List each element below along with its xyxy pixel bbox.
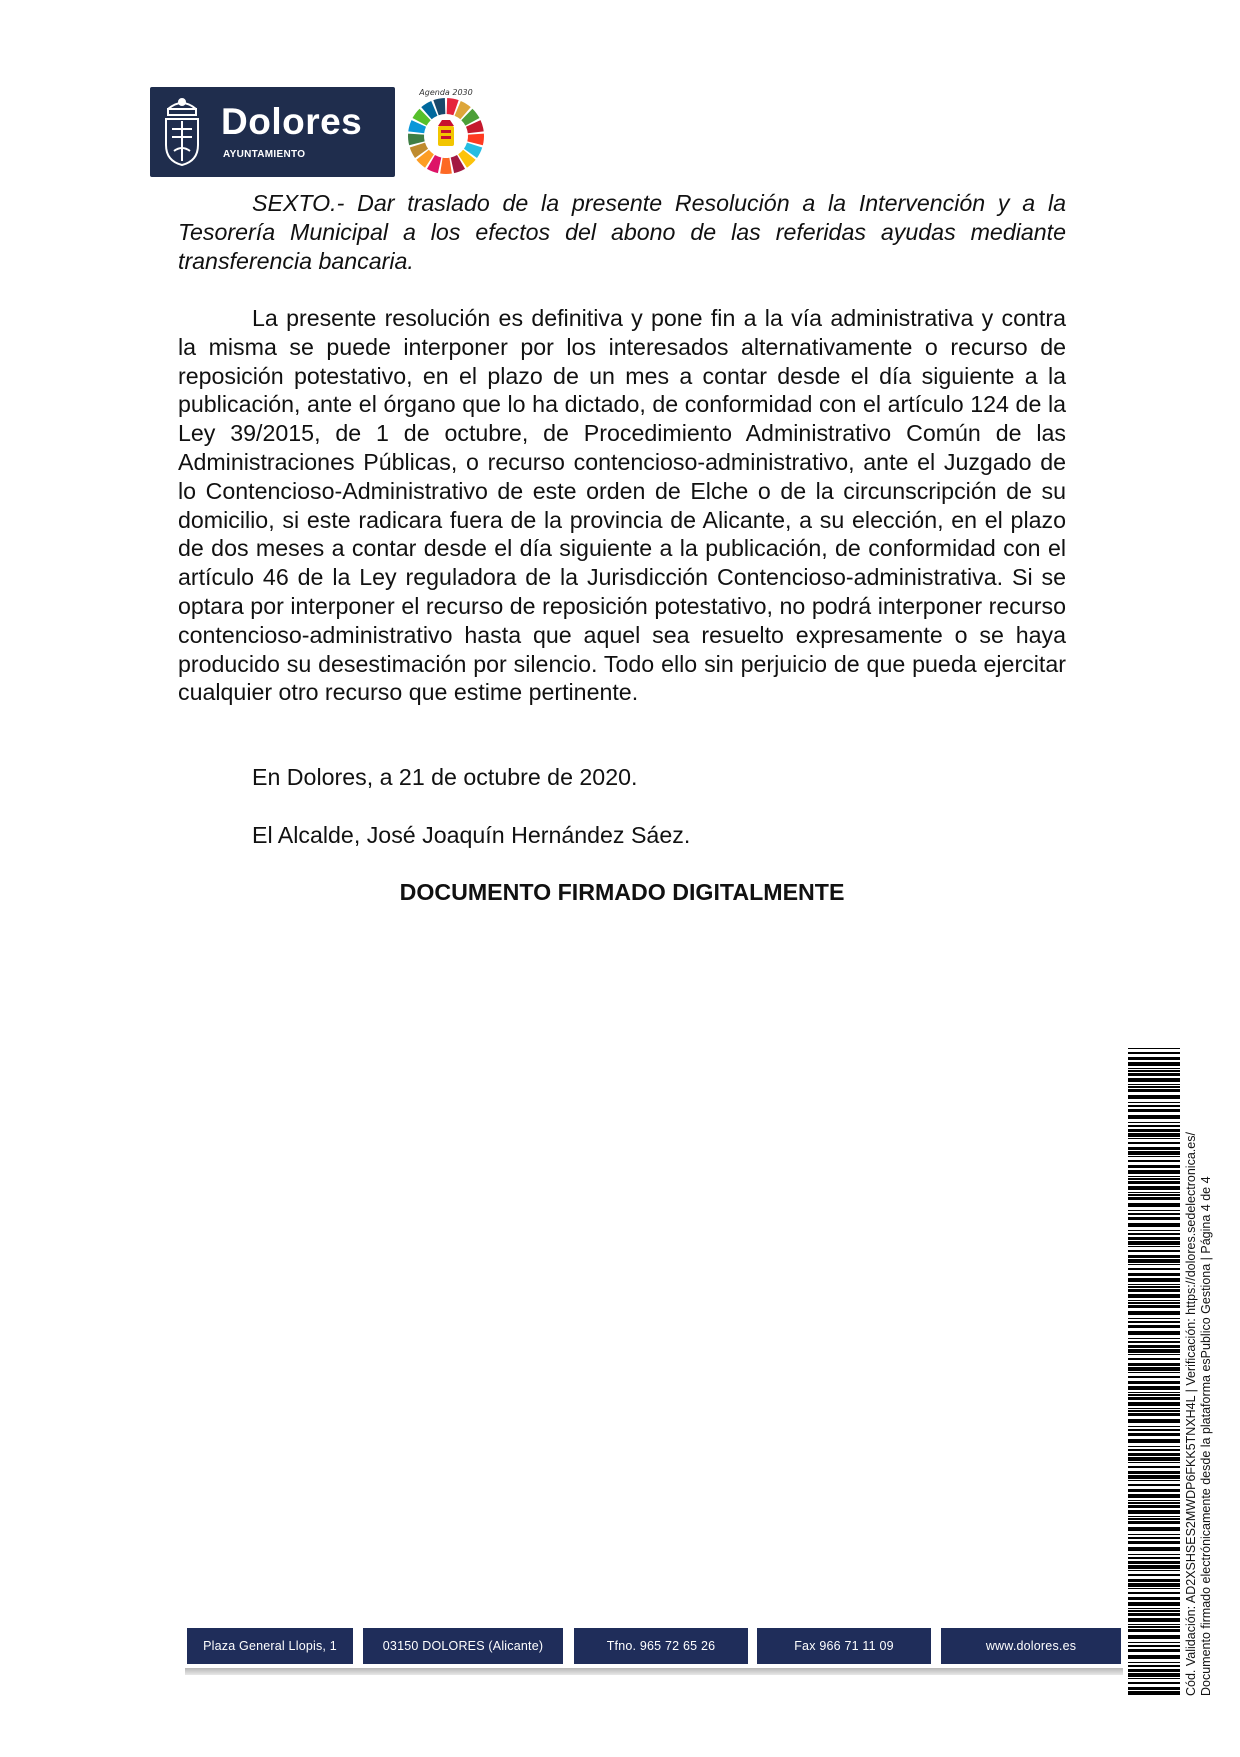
barcode-bar [1128,1574,1180,1576]
barcode-bar [1128,1602,1180,1606]
barcode-bar [1128,1341,1180,1343]
barcode-bar [1128,1618,1180,1622]
barcode-bar [1128,1494,1180,1498]
barcode-bar [1128,1480,1180,1481]
barcode-bar [1128,1138,1180,1139]
barcode-bar [1128,1203,1180,1207]
barcode-bar [1128,1678,1180,1679]
barcode-bar [1128,1089,1180,1092]
barcode-bar [1128,1642,1180,1643]
footer-phone: Tfno. 965 72 65 26 [574,1628,748,1664]
barcode-bar [1128,1305,1180,1308]
barcode-bar [1128,1489,1180,1492]
barcode-bar [1128,1147,1180,1150]
footer-bar [187,1628,1121,1664]
barcode-bar [1128,1518,1180,1520]
barcode-bar [1128,1176,1180,1177]
footer-address: Plaza General Llopis, 1 [187,1628,353,1664]
barcode-bar [1128,1192,1180,1193]
verification-barcode [1128,1048,1180,1696]
paragraph-fecha: En Dolores, a 21 de octubre de 2020. [252,764,638,790]
barcode-bar [1128,1363,1180,1366]
barcode-bar [1128,1294,1180,1298]
barcode-bar [1128,1223,1180,1227]
barcode-bar [1128,1170,1180,1174]
barcode-bar [1128,1181,1180,1184]
barcode-bar [1128,1070,1180,1072]
barcode-bar [1128,1687,1180,1690]
barcode-bar [1128,1311,1180,1315]
barcode-bar [1128,1331,1180,1335]
barcode-bar [1128,1237,1180,1240]
barcode-bar [1128,1502,1180,1504]
barcode-bar [1128,1268,1180,1270]
barcode-bar [1128,1561,1180,1564]
barcode-bar [1128,1592,1180,1594]
barcode-bar [1128,1068,1180,1069]
barcode-bar [1128,1358,1180,1360]
barcode-bar [1128,1408,1180,1409]
barcode-bar [1128,1367,1180,1371]
barcode-bar [1128,1624,1180,1625]
barcode-bar [1128,1466,1180,1468]
barcode-bar [1128,1133,1180,1137]
barcode-bar [1128,1178,1180,1180]
barcode-bar [1128,1462,1180,1463]
barcode-bar [1128,1318,1180,1319]
barcode-bar [1128,1386,1180,1390]
barcode-bar [1128,1264,1180,1265]
barcode-bar [1128,1278,1180,1282]
barcode-bar [1128,1194,1180,1196]
barcode-bar [1128,1510,1180,1514]
barcode-bar [1128,1241,1180,1245]
barcode-bar [1128,1233,1180,1235]
barcode-bar [1128,1629,1180,1632]
barcode-bar [1128,1505,1180,1508]
barcode-bar [1128,1115,1180,1119]
barcode-bar [1128,1419,1180,1423]
barcode-bar [1128,1516,1180,1517]
barcode-bar [1128,1669,1180,1672]
barcode-bar [1128,1597,1180,1600]
barcode-bar [1128,1073,1180,1076]
barcode-bar [1128,1156,1180,1157]
barcode-bar [1128,1354,1180,1355]
barcode-bar [1128,1557,1180,1559]
sdg-segment [467,134,484,146]
barcode-bar [1128,1109,1180,1112]
barcode-bar [1128,1273,1180,1276]
barcode-bar [1128,1338,1180,1339]
barcode-bar [1128,1325,1180,1328]
barcode-bar [1128,1246,1180,1247]
barcode-bar [1128,1579,1180,1582]
barcode-bar [1128,1284,1180,1285]
barcode-bar [1128,1484,1180,1486]
barcode-bar [1128,1142,1180,1144]
coat-of-arms-icon [160,95,204,169]
barcode-bar [1128,1321,1180,1323]
barcode-bar [1128,1402,1180,1406]
barcode-bar [1128,1673,1180,1677]
barcode-bar [1128,1610,1180,1612]
barcode-bar [1128,1345,1180,1348]
barcode-bar [1128,1453,1180,1456]
barcode-bar [1128,1230,1180,1231]
verification-line-1: Cód. Validación: AD2XSHSES2MWDP6FKK5TNXH4L | Verificación: https://dolores.sedelectronica.es/ [1184,1132,1198,1696]
barcode-bar [1128,1300,1180,1301]
verification-stamp [1184,1046,1214,1696]
barcode-bar [1128,1197,1180,1200]
barcode-bar [1128,1289,1180,1292]
dolores-logo [150,87,395,177]
footer-shadow [185,1668,1123,1675]
barcode-bar [1128,1426,1180,1427]
barcode-bar [1128,1446,1180,1447]
barcode-bar [1128,1052,1180,1054]
barcode-bar [1128,1165,1180,1168]
barcode-bar [1128,1255,1180,1258]
barcode-bar [1128,1554,1180,1555]
barcode-bar [1128,1541,1180,1544]
barcode-bar [1128,1410,1180,1412]
barcode-bar [1128,1372,1180,1373]
barcode-bar [1128,1665,1180,1667]
logo-subtitle: AYUNTAMIENTO [223,149,306,160]
barcode-bar [1128,1057,1180,1060]
barcode-bar [1128,1565,1180,1569]
barcode-bar [1128,1500,1180,1501]
barcode-bar [1128,1048,1180,1049]
barcode-bar [1128,1645,1180,1647]
footer-postal: 03150 DOLORES (Alicante) [363,1628,563,1664]
paragraph-recurso: La presente resolución es definitiva y pone fin a la vía administrativa y contra la misma se puede interponer por los interesados alternativamente o recurso de reposición potestativo, en el plazo de un mes a contar desde el día siguiente a la publicación, ante el órgano que lo ha dictado, de conformidad con el artículo 124 de la Ley 39/2015, de 1 de octubre, de Procedimiento Administrativo Común de las Administraciones Públicas, o recurso contencioso-administrativo, ante el Juzgado de lo Contencioso-Administrativo de este orden de Elche o de la circunscripción de su domicilio, si este radicara fuera de la provincia de Alicante, a su elección, en el plazo de dos meses a contar desde el día siguiente a la publicación, de conformidad con el artículo 46 de la Ley reguladora de la Jurisdicción Contencioso-administrativa. Si se optara por interponer el recurso de reposición potestativo, no podrá interponer recurso contencioso-administrativo hasta que aquel sea resuelto expresamente o se haya producido su desestimación por silencio. Todo ello sin perjuicio de que pueda ejercitar cualquier otro recurso que estime pertinente. [178,305,1066,706]
barcode-bar [1128,1583,1180,1587]
barcode-bar [1128,1608,1180,1609]
barcode-bar [1128,1626,1180,1628]
barcode-bar [1128,1086,1180,1088]
barcode-bar [1128,1078,1180,1082]
barcode-bar [1128,1160,1180,1162]
sdg-segment [440,158,452,174]
sdg-segment [408,134,425,146]
barcode-bar [1128,1376,1180,1378]
barcode-bar [1128,1449,1180,1451]
paragraph-alcalde: El Alcalde, José Joaquín Hernández Sáez. [252,822,691,848]
barcode-bar [1128,1186,1180,1190]
barcode-bar [1128,1084,1180,1085]
barcode-bar [1128,1397,1180,1400]
agenda-label: Agenda 2030 [419,88,473,97]
barcode-bar [1128,1433,1180,1436]
barcode-bar [1128,1537,1180,1539]
barcode-bar [1128,1349,1180,1353]
barcode-bar [1128,1662,1180,1663]
barcode-bar [1128,1286,1180,1288]
barcode-bar [1128,1691,1180,1695]
barcode-bar [1128,1547,1180,1551]
barcode-bar [1128,1655,1180,1659]
barcode-bar [1128,1475,1180,1479]
verification-line-2: Documento firmado electrónicamente desde la plataforma esPublico Gestiona | Página 4 de 4 [1199,1176,1213,1696]
barcode-bar [1128,1302,1180,1304]
barcode-bar [1128,1122,1180,1123]
footer-web: www.dolores.es [941,1628,1121,1664]
barcode-bar [1128,1151,1180,1155]
barcode-bar [1128,1682,1180,1684]
barcode-bar [1128,1210,1180,1211]
barcode-bar [1128,1635,1180,1639]
signed-document-notice: DOCUMENTO FIRMADO DIGITALMENTE [399,879,845,905]
barcode-bar [1128,1429,1180,1431]
barcode-bar [1128,1259,1180,1263]
barcode-bar [1128,1129,1180,1132]
barcode-bar [1128,1105,1180,1107]
barcode-bar [1128,1213,1180,1215]
barcode-bar [1128,1613,1180,1616]
barcode-bar [1128,1381,1180,1384]
agenda-2030-logo [398,84,494,180]
barcode-bar [1128,1217,1180,1220]
barcode-bar [1128,1588,1180,1589]
barcode-bar [1128,1439,1180,1443]
paragraph-sexto: SEXTO.- Dar traslado de la presente Resolución a la Intervención y a la Tesorería Municipal a los efectos del abono de las referidas ayudas mediante transferencia bancaria. [178,190,1066,274]
barcode-bar [1128,1527,1180,1531]
barcode-bar [1128,1457,1180,1461]
barcode-bar [1128,1392,1180,1393]
barcode-bar [1128,1413,1180,1416]
barcode-bar [1128,1394,1180,1396]
logo-name: Dolores [221,101,363,142]
footer-fax: Fax 966 71 11 09 [757,1628,931,1664]
barcode-bar [1128,1649,1180,1652]
barcode-bar [1128,1570,1180,1571]
barcode-bar [1128,1534,1180,1535]
barcode-bar [1128,1062,1180,1066]
barcode-bar [1128,1095,1180,1099]
barcode-bar [1128,1102,1180,1103]
barcode-bar [1128,1471,1180,1474]
barcode-bar [1128,1125,1180,1127]
barcode-bar [1128,1250,1180,1252]
barcode-bar [1128,1521,1180,1524]
